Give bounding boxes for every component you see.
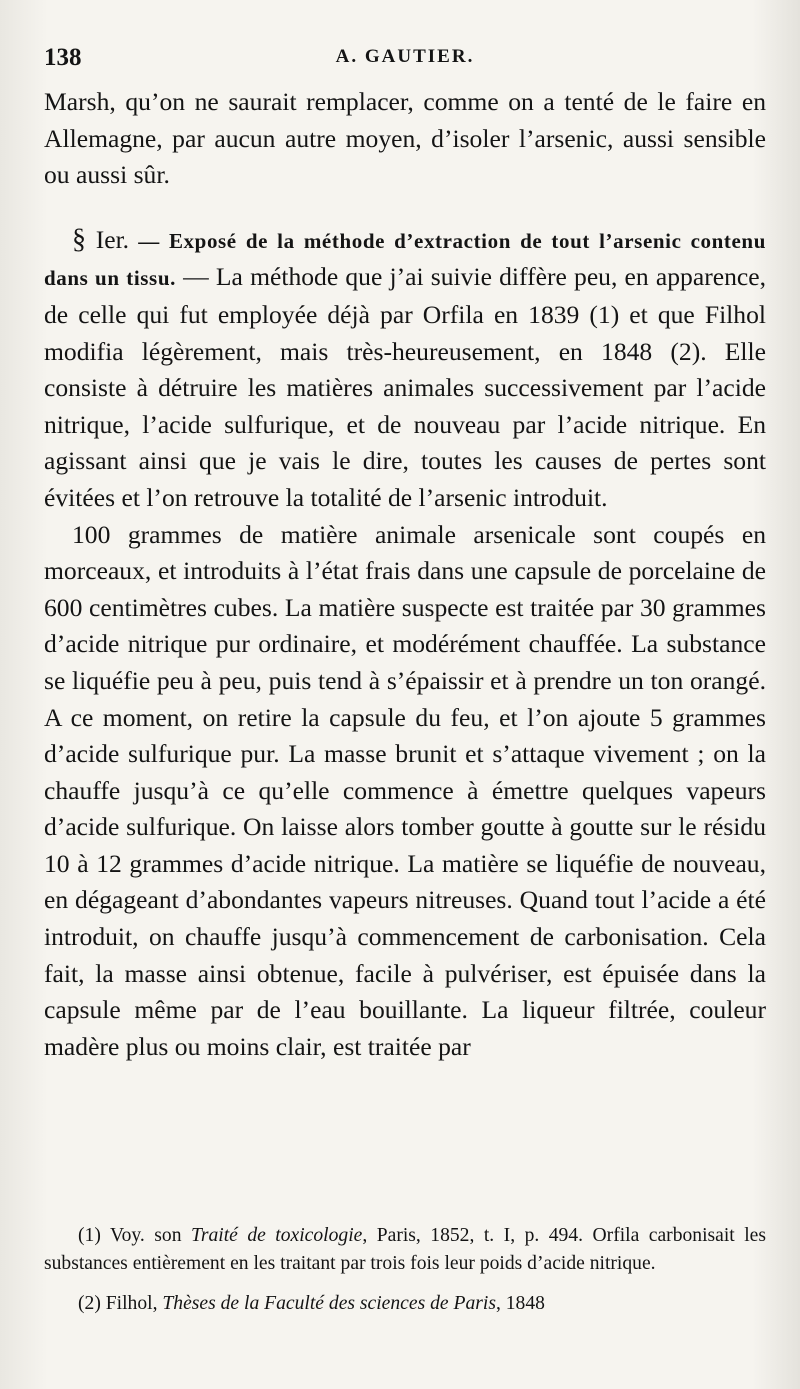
page-header xyxy=(44,38,766,84)
paragraph-continuation: Marsh, qu’on ne saurait remplacer, comme on a tenté de le faire en Allemagne, par aucun autre moyen, d’isoler l’arsenic, aussi sensible ou aussi sûr. xyxy=(44,87,766,190)
footnote-1-after: , Paris, 1852, t. I, p. 494. Orfila carbonisait les substances entièrement en les traitant par trois fois leur poids d’acide nitrique. xyxy=(44,1225,766,1274)
footnote-1-before: Voy. son xyxy=(100,1225,192,1246)
footnotes xyxy=(44,1222,766,1318)
running-title: A. GAUTIER. xyxy=(335,46,475,67)
page-number: 138 xyxy=(44,44,82,71)
footnote-1 xyxy=(44,1222,766,1278)
paragraph-procedure: 100 grammes de matière animale arsenicale sont coupés en morceaux, et introduits à l’état frais dans une capsule de porcelaine de 600 centimètres cubes. La matière suspecte est traitée par 30 grammes d’acide nitrique pur ordinaire, et modérément chauffée. La substance se liquéfie peu à peu, puis tend à s’épaissir et à prendre un ton orangé. A ce moment, on retire la capsule du feu, et l’on ajoute 5 grammes d’acide sulfurique pur. La masse brunit et s’attaque vivement ; on la chauffe jusqu’à ce qu’elle commence à émettre quelques vapeurs d’acide sulfurique. On laisse alors tomber goutte à goutte sur le résidu 10 à 12 grammes d’acide nitrique. La matière se liquéfie de nouveau, en dégageant d’abondantes vapeurs nitreuses. Quand tout l’acide a été introduit, on chauffe jusqu’à commencement de carbonisation. Cela fait, la masse ainsi obtenue, facile à pulvériser, est épuisée dans la capsule même par de l’eau bouillante. La liqueur filtrée, couleur madère plus ou moins clair, est traitée par xyxy=(44,519,766,1061)
section-paragraph xyxy=(44,222,766,517)
footnote-2 xyxy=(44,1290,766,1318)
section-mark: § xyxy=(72,223,86,255)
section-number: Ier. xyxy=(95,224,130,254)
footnote-1-mark: (1) xyxy=(78,1225,101,1246)
footnote-2-before: Filhol, xyxy=(100,1293,163,1314)
footnote-2-mark: (2) xyxy=(78,1293,101,1314)
section-title-dash: — xyxy=(129,228,169,253)
section-title: Exposé de la méthode d’extraction de tout l’arsenic contenu dans un tissu. xyxy=(44,228,766,291)
section-text: — La méthode que j’ai suivie diffère peu, en apparence, de celle qui fut employée déjà par Orfila en 1839 (1) et que Filhol modifia légèrement, mais très-heureusement, en 1848 (2). Elle consiste à détruire les matières animales successivement par l’acide nitrique, l’acide sulfurique, et de nouveau par l’acide nitrique. En agissant ainsi que je vais le dire, toutes les causes de pertes sont évitées et l’on retrouve la totalité de l’arsenic introduit. xyxy=(44,262,766,512)
footnote-1-title: Traité de toxicologie xyxy=(191,1225,363,1246)
footnote-2-title: Thèses de la Faculté des sciences de Paris xyxy=(162,1293,496,1314)
footnote-2-after: , 1848 xyxy=(495,1293,545,1314)
